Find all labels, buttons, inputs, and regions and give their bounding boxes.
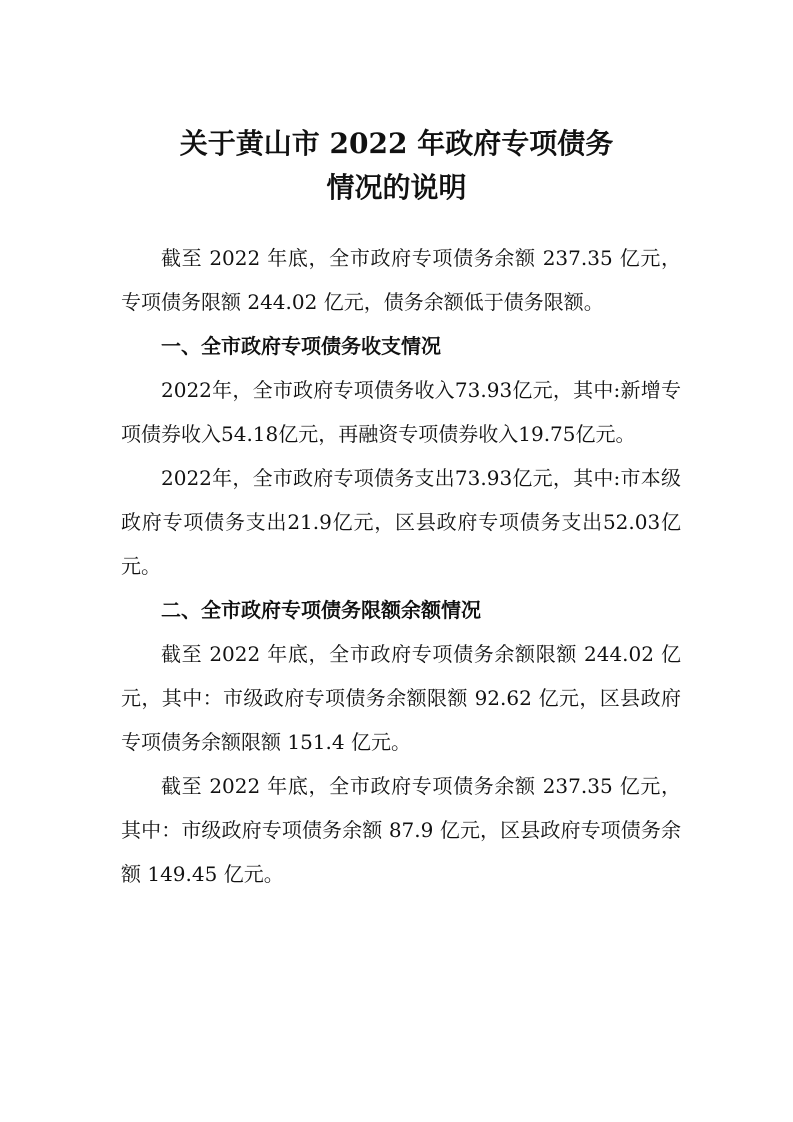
intro-paragraph: 截至 2022 年底，全市政府专项债务余额 237.35 亿元，专项债务限额 244.02 亿元，债务余额低于债务限额。 — [121, 246, 681, 314]
section-2-paragraph-1: 截至 2022 年底，全市政府专项债务余额限额 244.02 亿元，其中：市级政府专项债务余额限额 92.62 亿元，区县政府专项债务余额限额 151.4 亿元。 — [121, 642, 681, 754]
document-body — [121, 236, 681, 896]
title-line-2: 情况的说明 — [326, 171, 467, 204]
section-1-paragraph-1: 2022年，全市政府专项债务收入73.93亿元，其中:新增专项债券收入54.18亿元，再融资专项债券收入19.75亿元。 — [121, 378, 681, 446]
title-line-1: 关于黄山市 2022 年政府专项债务 — [179, 127, 614, 160]
section-2-heading: 二、全市政府专项债务限额余额情况 — [161, 598, 481, 622]
section-1-paragraph-2: 2022年，全市政府专项债务支出73.93亿元，其中:市本级政府专项债务支出21.9亿元，区县政府专项债务支出52.03亿元。 — [121, 466, 681, 578]
document-title — [0, 122, 793, 210]
section-2-paragraph-2: 截至 2022 年底，全市政府专项债务余额 237.35 亿元，其中：市级政府专项债务余额 87.9 亿元，区县政府专项债务余额 149.45 亿元。 — [121, 774, 681, 886]
section-1-heading: 一、全市政府专项债务收支情况 — [161, 334, 441, 358]
